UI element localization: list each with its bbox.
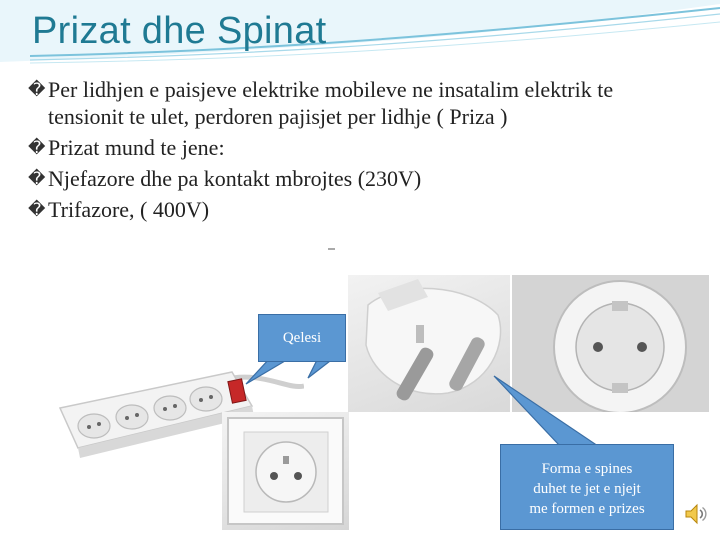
bullet-text: Njefazore dhe pa kontakt mbrojtes (230V) — [48, 166, 422, 191]
bullet-item — [28, 165, 628, 192]
bullet-marker: � — [28, 80, 46, 99]
bullet-text: Trifazore, ( 400V) — [48, 197, 210, 222]
bullet-marker: � — [28, 138, 46, 157]
stray-dash-decoration — [328, 248, 335, 250]
bullet-item — [28, 134, 628, 161]
callout-line: duhet te jet e njejt — [533, 481, 641, 497]
plug-shape-callout — [500, 444, 674, 530]
bullet-marker: � — [28, 169, 46, 188]
bullet-item — [28, 196, 628, 223]
schuko-socket-image — [512, 275, 709, 412]
schuko-plug-image — [348, 275, 510, 412]
slide-title: Prizat dhe Spinat — [32, 10, 327, 52]
callout-line: me formen e prizes — [529, 501, 645, 517]
callout-line: Forma e spines — [541, 461, 633, 477]
bullet-text: Per lidhjen e paisjeve elektrike mobileve ne insatalim elektrik te tensionit te ulet, perdoren pajisjet per lidhje ( Priza ) — [48, 77, 614, 129]
bullet-text: Prizat mund te jene: — [48, 135, 225, 160]
bullet-list — [28, 76, 628, 227]
french-socket-image — [222, 412, 349, 530]
bullet-item — [28, 76, 628, 130]
key-callout: Qelesi — [258, 314, 346, 362]
speaker-icon[interactable] — [684, 502, 708, 526]
bullet-marker: � — [28, 200, 46, 219]
